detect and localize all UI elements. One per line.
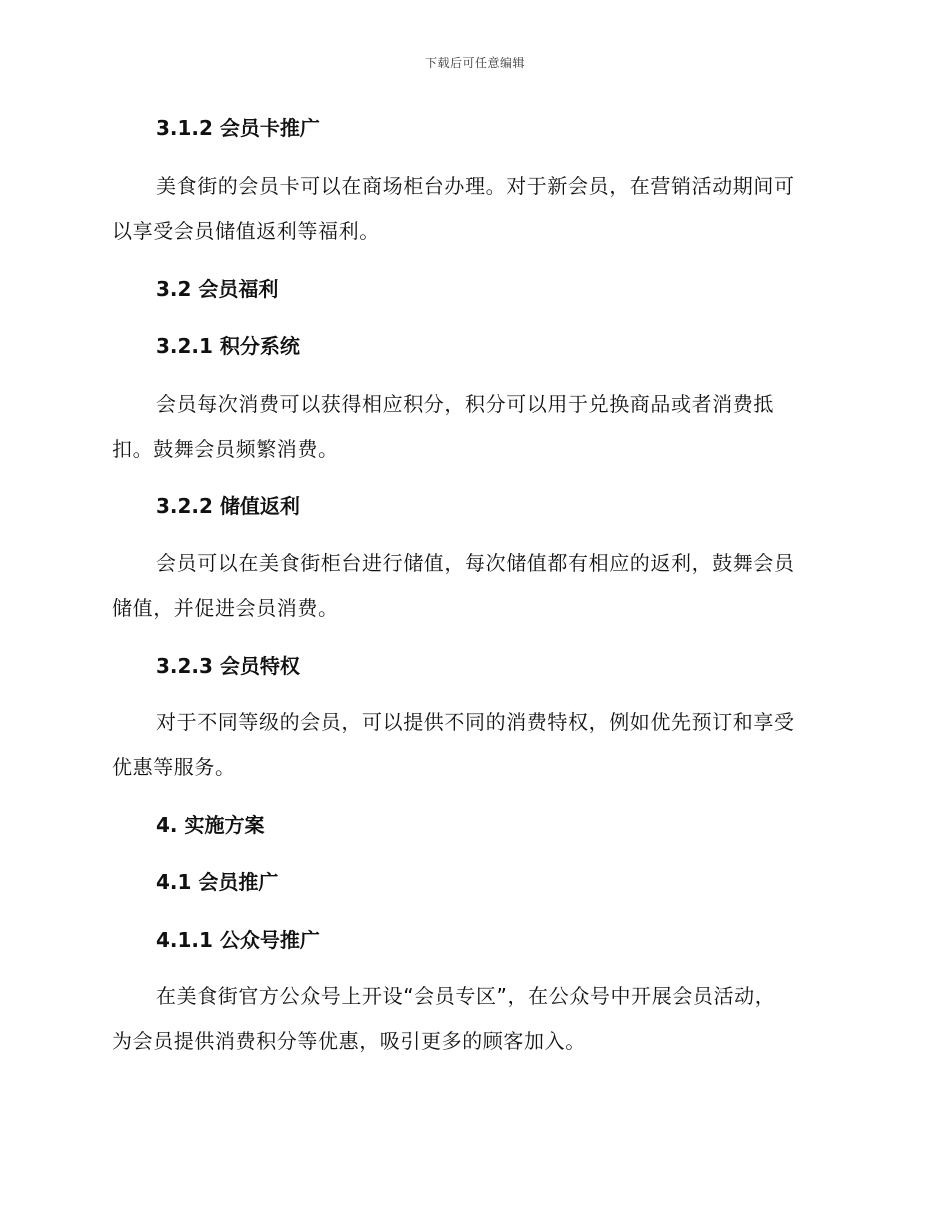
- heading-3-2: 3.2 会员福利: [156, 277, 279, 301]
- paragraph-line: 会员可以在美食街柜台进行储值，每次储值都有相应的返利，鼓舞会员: [156, 551, 795, 575]
- paragraph-3-2-1: [112, 382, 842, 472]
- paragraph-3-1-2: [112, 164, 842, 254]
- paragraph-line: 储值，并促进会员消费。: [112, 596, 339, 620]
- heading-3-1-2: 3.1.2 会员卡推广: [156, 116, 320, 140]
- heading-3-2-1: 3.2.1 积分系统: [156, 334, 300, 358]
- paragraph-3-2-3: [112, 700, 842, 790]
- heading-3-2-3: 3.2.3 会员特权: [156, 654, 300, 678]
- heading-4-1: 4.1 会员推广: [156, 870, 279, 894]
- paragraph-3-2-2: [112, 541, 842, 631]
- paragraph-line: 美食街的会员卡可以在商场柜台办理。对于新会员，在营销活动期间可: [156, 174, 795, 198]
- paragraph-4-1-1: [112, 974, 842, 1064]
- paragraph-line: 会员每次消费可以获得相应积分，积分可以用于兑换商品或者消费抵: [156, 392, 774, 416]
- paragraph-line: 优惠等服务。: [112, 755, 236, 779]
- heading-3-2-2: 3.2.2 储值返利: [156, 494, 300, 518]
- paragraph-line: 为会员提供消费积分等优惠，吸引更多的顾客加入。: [112, 1029, 586, 1053]
- heading-4: 4. 实施方案: [156, 813, 265, 837]
- paragraph-line: 在美食街官方公众号上开设“会员专区”，在公众号中开展会员活动，: [156, 984, 776, 1008]
- paragraph-line: 以享受会员储值返利等福利。: [112, 219, 380, 243]
- paragraph-line: 扣。鼓舞会员频繁消费。: [112, 437, 339, 461]
- paragraph-line: 对于不同等级的会员，可以提供不同的消费特权，例如优先预订和享受: [156, 710, 795, 734]
- page-header-note: 下载后可任意编辑: [424, 56, 525, 70]
- heading-4-1-1: 4.1.1 公众号推广: [156, 928, 320, 952]
